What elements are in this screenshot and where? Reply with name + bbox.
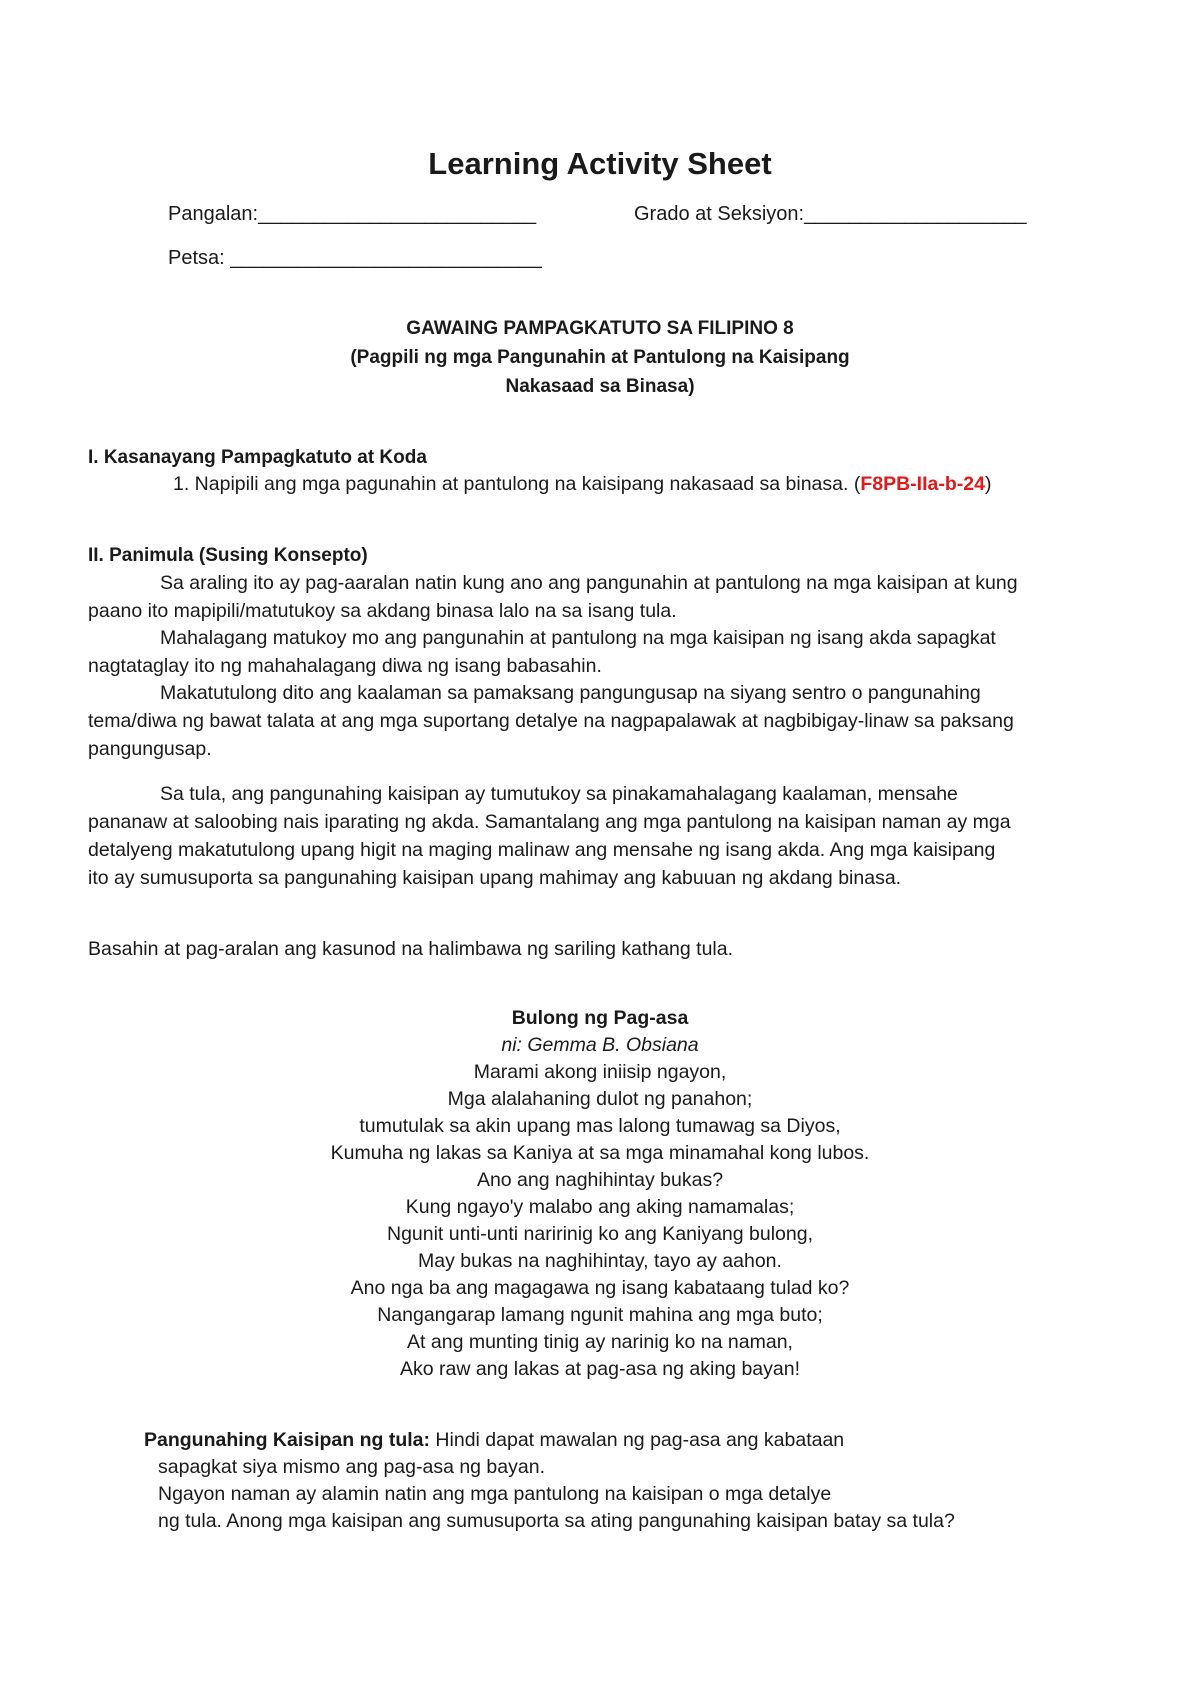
supporting-ideas-question: ng tula. Anong mga kaisipan ang sumusuporta sa ating pangunahing kaisipan batay sa tula? bbox=[158, 1510, 955, 1532]
date-field: Petsa: ____________________________ bbox=[168, 247, 542, 269]
intro-line: Mahalagang matukoy mo ang pangunahin at pantulong na mga kaisipan ng isang akda sapagkat bbox=[160, 627, 996, 649]
intro-line: Sa tula, ang pangunahing kaisipan ay tumutukoy sa pinakamahalagang kaalaman, mensahe bbox=[160, 783, 958, 805]
activity-subheading-1: (Pagpili ng mga Pangunahin at Pantulong na Kaisipang bbox=[350, 347, 850, 368]
poem-line: Marami akong iniisip ngayon, bbox=[473, 1061, 727, 1083]
poem-line: At ang munting tinig ay narinig ko na naman, bbox=[407, 1331, 793, 1353]
activity-subheading-2: Nakasaad sa Binasa) bbox=[505, 376, 695, 397]
section1-heading: I. Kasanayang Pampagkatuto at Koda bbox=[88, 447, 427, 468]
activity-heading: GAWAING PAMPAGKATUTO SA FILIPINO 8 bbox=[406, 318, 794, 339]
intro-line: detalyeng makatutulong upang higit na maging malinaw ang mensahe ng isang akda. Ang mga kaisipang bbox=[88, 839, 996, 861]
main-idea-continued: sapagkat siya mismo ang pag-asa ng bayan. bbox=[158, 1456, 545, 1478]
intro-line: nagtataglay ito ng mahahalagang diwa ng isang babasahin. bbox=[88, 655, 602, 677]
intro-line: Sa araling ito ay pag-aaralan natin kung ano ang pangunahin at pantulong na mga kaisipan at kung bbox=[160, 572, 1018, 594]
intro-line: tema/diwa ng bawat talata at ang mga suportang detalye na nagpapalawak at nagbibigay-linaw sa paksang bbox=[88, 710, 1014, 732]
poem-line: Ako raw ang lakas at pag-asa ng aking bayan! bbox=[399, 1358, 800, 1380]
reading-instruction: Basahin at pag-aralan ang kasunod na halimbawa ng sariling kathang tula. bbox=[88, 938, 734, 960]
poem-line: Ngunit unti-unti naririnig ko ang Kaniyang bulong, bbox=[386, 1223, 814, 1245]
name-field: Pangalan:_________________________ bbox=[168, 203, 537, 225]
poem-line: Ano ang naghihintay bukas? bbox=[476, 1169, 724, 1191]
grade-section-field: Grado at Seksiyon:____________________ bbox=[634, 203, 1027, 225]
poem-line: Ano nga ba ang magagawa ng isang kabataang tulad ko? bbox=[350, 1277, 850, 1299]
intro-line: ito ay sumusuporta sa pangunahing kaisipan upang mahimay ang kabuuan ng akdang binasa. bbox=[88, 867, 902, 889]
intro-line: Makatutulong dito ang kaalaman sa pamaksang pangungusap na siyang sentro o pangunahing bbox=[160, 682, 981, 704]
intro-line: pangungusap. bbox=[88, 738, 212, 760]
competency-code: F8PB-IIa-b-24 bbox=[860, 473, 985, 495]
intro-line: paano ito mapipili/matutukoy sa akdang binasa lalo na sa isang tula. bbox=[88, 600, 677, 622]
poem-line: Mga alalahaning dulot ng panahon; bbox=[447, 1088, 753, 1110]
page-title: Learning Activity Sheet bbox=[428, 146, 772, 181]
poem-author: ni: Gemma B. Obsiana bbox=[501, 1034, 699, 1056]
main-idea bbox=[144, 1426, 844, 1454]
intro-line: pananaw at saloobing nais iparating ng akda. Samantalang ang mga pantulong na kaisipan naman ay mga bbox=[88, 811, 1011, 833]
poem-line: May bukas na naghihintay, tayo ay aahon. bbox=[418, 1250, 782, 1272]
poem-line: Kumuha ng lakas sa Kaniya at sa mga minamahal kong lubos. bbox=[330, 1142, 870, 1164]
poem-title: Bulong ng Pag-asa bbox=[511, 1007, 689, 1029]
supporting-ideas-intro: Ngayon naman ay alamin natin ang mga pantulong na kaisipan o mga detalye bbox=[158, 1483, 832, 1505]
poem-line: Kung ngayo'y malabo ang aking namamalas; bbox=[405, 1196, 795, 1218]
section2-heading: II. Panimula (Susing Konsepto) bbox=[88, 545, 368, 566]
main-idea-text: Hindi dapat mawalan ng pag-asa ang kabataan bbox=[430, 1429, 845, 1451]
competency-item bbox=[173, 470, 991, 498]
competency-close: ) bbox=[984, 473, 992, 495]
main-idea-label: Pangunahing Kaisipan ng tula: bbox=[144, 1429, 431, 1451]
poem-line: tumutulak sa akin upang mas lalong tumawag sa Diyos, bbox=[359, 1115, 841, 1137]
poem-line: Nangangarap lamang ngunit mahina ang mga buto; bbox=[377, 1304, 823, 1326]
competency-text: 1. Napipili ang mga pagunahin at pantulong na kaisipang nakasaad sa binasa. ( bbox=[173, 473, 861, 495]
